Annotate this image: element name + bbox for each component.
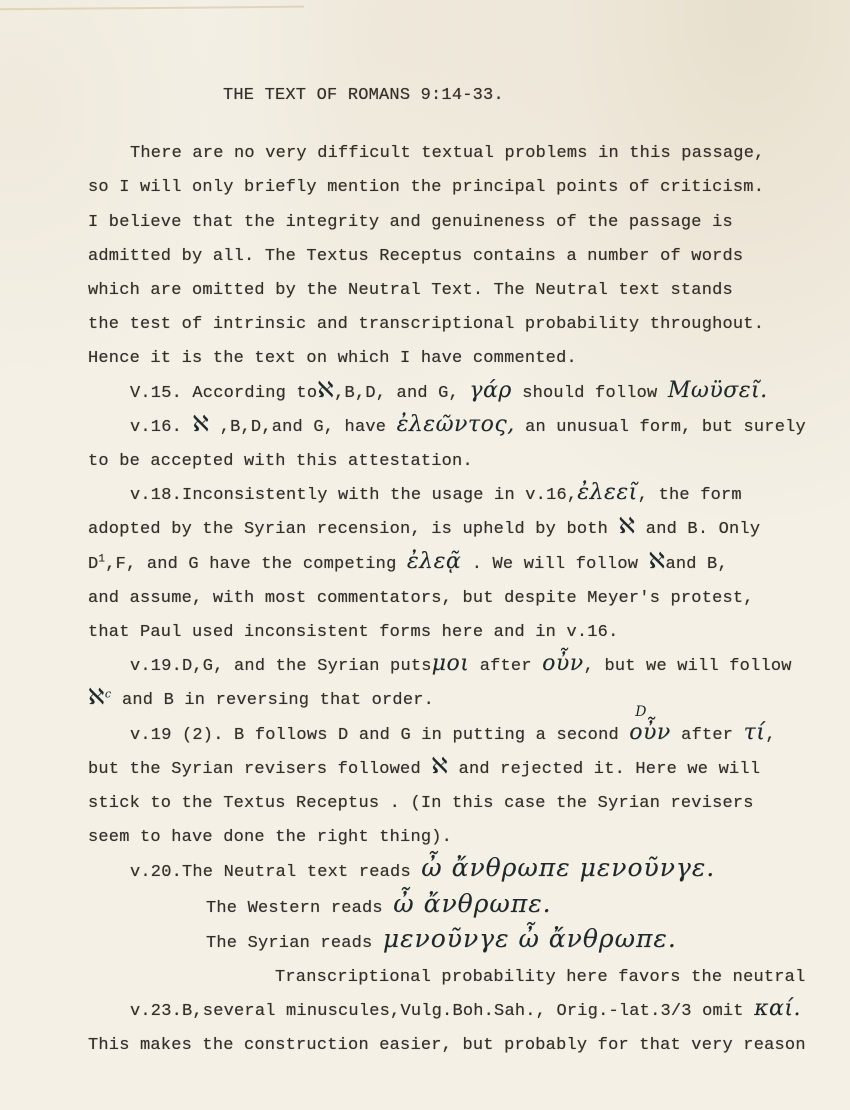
text-line xyxy=(88,961,806,995)
text-line xyxy=(88,308,792,342)
typed-text: V.15. According to xyxy=(130,383,318,403)
handwritten-superscript: c xyxy=(104,687,112,701)
typed-text: The Syrian reads xyxy=(206,933,383,953)
handwritten-greek: ὦ ἄνθρωπε μενοῦνγε. xyxy=(421,853,716,883)
text-line xyxy=(88,855,792,890)
text-line xyxy=(88,240,792,274)
text-line xyxy=(88,513,792,547)
typed-text: to be accepted with this attestation. xyxy=(88,452,473,472)
handwritten-greek: ἐλεᾷ xyxy=(406,548,462,574)
typed-text: ,F, and G have the competing xyxy=(105,554,407,574)
text-line xyxy=(88,479,792,513)
typed-text: . We will follow xyxy=(461,554,649,574)
handwritten-greek: μενοῦνγε ὦ ἄνθρωπε. xyxy=(382,923,677,953)
text-line xyxy=(88,342,792,376)
typed-text: so I will only briefly mention the principal points of criticism. xyxy=(88,178,765,198)
text-line xyxy=(88,787,792,821)
typed-text: that Paul used inconsistent forms here and in v.16. xyxy=(88,623,619,643)
handwritten-greek: ἐλεεῖ xyxy=(577,480,638,506)
typed-text: D xyxy=(88,554,99,574)
text-line xyxy=(88,995,802,1029)
typed-text: admitted by all. The Textus Receptus contains a number of words xyxy=(88,246,744,266)
text-line xyxy=(88,171,792,205)
text-line xyxy=(88,206,792,240)
text-line xyxy=(88,684,792,718)
text-line xyxy=(88,445,792,479)
handwritten-greek: ℵ xyxy=(618,514,636,540)
typed-text: stick to the Textus Receptus . (In this case the Syrian revisers xyxy=(88,794,754,814)
handwritten-greek: οὖν xyxy=(542,651,584,677)
typed-text: Hence it is the text on which I have commented. xyxy=(88,349,577,369)
handwritten-greek: καί. xyxy=(754,996,802,1022)
typed-text: Transcriptional probability here favors the neutral xyxy=(275,968,806,988)
typed-text: after xyxy=(469,657,543,677)
typed-text: , but we will follow xyxy=(583,657,792,677)
typed-text: should follow xyxy=(511,383,668,403)
text-line xyxy=(88,1029,806,1063)
text-line xyxy=(88,821,792,855)
handwritten-greek: ℵ xyxy=(431,753,449,779)
page-title: THE TEXT OF ROMANS 9:14-33. xyxy=(223,86,504,105)
document-body xyxy=(88,137,806,1063)
text-line xyxy=(88,137,792,171)
typed-text: but the Syrian revisers followed xyxy=(88,759,432,779)
typed-text: v.16. xyxy=(130,417,193,437)
handwritten-greek: οὖν xyxy=(629,719,671,745)
text-line xyxy=(88,582,792,616)
text-line xyxy=(88,923,792,961)
text-line xyxy=(88,650,792,684)
text-line xyxy=(88,888,792,926)
text-line xyxy=(88,411,806,445)
typed-text: the test of intrinsic and transcriptional probability throughout. xyxy=(88,315,765,335)
handwritten-greek: γάρ xyxy=(469,377,512,403)
typed-text: The Western reads xyxy=(206,898,394,918)
typed-text: , the form xyxy=(637,486,742,506)
handwritten-greek: ℵ xyxy=(192,411,210,437)
handwritten-greek: ℵ xyxy=(648,548,666,574)
handwritten-greek: ℵ xyxy=(88,685,105,711)
typed-text: adopted by the Syrian recension, is upheld by both xyxy=(88,520,619,540)
typed-text: , xyxy=(765,725,776,745)
handwritten-greek: ℵ xyxy=(317,377,335,403)
typed-text: after xyxy=(670,725,744,745)
typed-text: and assume, with most commentators, but despite Meyer's protest, xyxy=(88,588,754,608)
typed-text: seem to have done the right thing). xyxy=(88,828,453,848)
superscript: 1 xyxy=(98,552,106,565)
handwritten-greek: ἐλεῶντος, xyxy=(396,411,515,437)
typed-text: which are omitted by the Neutral Text. The Neutral text stands xyxy=(88,281,733,301)
typed-text: an unusual form, but surely xyxy=(514,417,806,437)
text-line xyxy=(88,274,792,308)
typed-text: ,B,D, and G, xyxy=(334,383,470,403)
text-line xyxy=(88,377,792,411)
handwritten-greek: Μωϋσεῖ. xyxy=(667,377,768,403)
inserted-mark-glyph: D xyxy=(635,703,647,720)
typed-text: There are no very difficult textual problems in this passage, xyxy=(130,144,765,164)
typed-text: and B in reversing that order. xyxy=(111,691,435,711)
typed-text: v.19 (2). B follows D and G in putting a second xyxy=(130,725,630,745)
handwritten-greek: τί xyxy=(743,719,766,745)
typed-text: v.19.D,G, and the Syrian puts xyxy=(130,657,432,677)
handwritten-greek: ὦ ἄνθρωπε. xyxy=(393,888,552,918)
text-line xyxy=(88,548,792,582)
typed-text: v.20.The Neutral text reads xyxy=(130,863,422,883)
typed-text: and rejected it. Here we will xyxy=(448,759,761,779)
text-line xyxy=(88,753,792,787)
typed-text: ,B,D,and G, have xyxy=(209,417,397,437)
typed-text: and B. Only xyxy=(635,520,761,540)
text-line xyxy=(88,616,792,650)
typed-text: v.23.B,several minuscules,Vulg.Boh.Sah., Orig.-lat.3/3 omit xyxy=(130,1002,755,1022)
text-line xyxy=(88,703,792,753)
handwritten-greek: μοι xyxy=(431,651,470,677)
typed-text: v.18.Inconsistently with the usage in v.16, xyxy=(130,486,578,506)
typed-text: and B, xyxy=(665,554,728,574)
typed-text: I believe that the integrity and genuineness of the passage is xyxy=(88,212,733,232)
typed-text: This makes the construction easier, but probably for that very reason xyxy=(88,1036,806,1056)
